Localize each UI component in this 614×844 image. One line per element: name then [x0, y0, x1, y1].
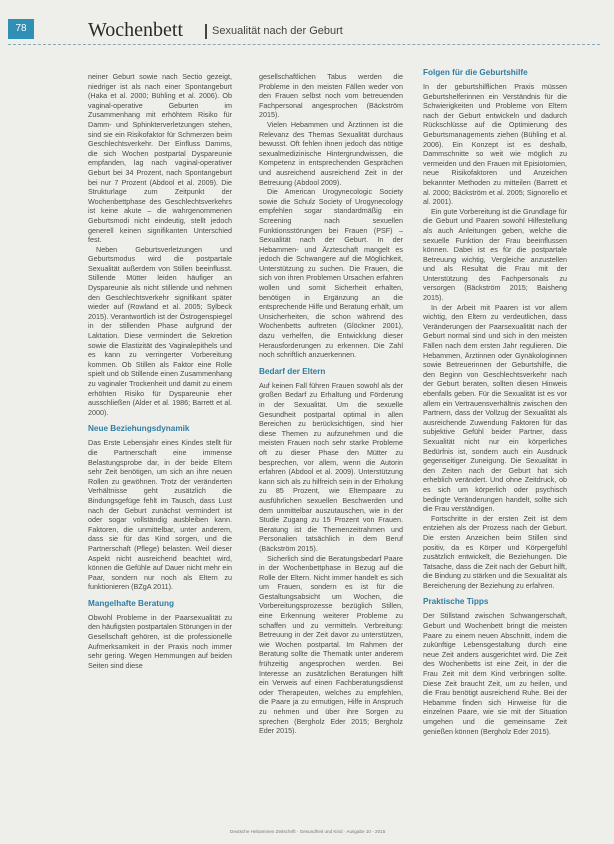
paragraph: Fortschritte in der ersten Zeit ist dem entziehen als der Prozess nach der Geburt. Die ersten Anzeichen beim Stillen sind positiv, da es Körper und Körpergefühl zusätzlich entwickelt, die Beziehungen. Die Tatsache, dass die Zeit nach der Geburt hilft, die Bindung zu stärken und die Sexualität als Bereicherung der Beziehung zu erfahren.	[423, 513, 567, 590]
paragraph: neiner Geburt sowie nach Sectio gezeigt, niedriger ist als nach einer Spontangeburt (Haka et al. 2000; Bühling et al. 2006). Ob vaginal-operative Geburten im Zusammenhang mit erhöhtem Risiko für Damm- und Sphinkterverletzungen stehen, sind sie ein Risikofaktor für Schmerzen beim Geschlechtsverkehr. Der Einfluss Damms, die sich Wochen postpartal Dyspareunie empfanden, lag nach vaginal-operativer Geburt bei 34 Prozent, nach Spontangeburt bei nur 7 Prozent (Abdool et al. 2009). Die Strukturlage zum Zeitpunkt der Wochenbettphase des Geschlechtsverkehrs ist keine akute – die wahrgenommenen Geburtsmodi nicht eindeutig, stellt jedoch generell keinen signifikanten Unterschied fest.	[88, 72, 232, 245]
section-heading-needs: Bedarf der Eltern	[259, 366, 326, 376]
paragraph: Sicherlich sind die Beratungsbedarf Paare in der Wochenbettphase in Bezug auf die Rolle der Eltern. Nicht immer handelt es sich um Frauen, sondern es ist für die Gestaltungsabsicht um Wochen, die Vorbereitungsprozesse bezüglich Stillen, eine Erkennung weiterer Probleme zu schaffen und zu vermitteln. Verbreitung: Betreuung in der Zeit davor zu unterstützen, wie Wochen postpartal. Im Rahmen der Beratung sollte die Thematik unter anderem frühzeitig angesprochen werden. Bei Interesse an zusätzlichen Beratungen hilft ein Verweis auf einen Fachberatungsdienst oder Therapeuten, welches zu empfehlen, die Paare ja zu ermutigen, Hilfe in Anspruch zu nehmen und über ihre Sorgen zu sprechen (Bergholz Eder 2015; Bergholz Eder 2015).	[259, 553, 403, 736]
section-heading-relationship: Neue Beziehungsdynamik	[88, 424, 190, 434]
paragraph: Die American Urogynecologic Society sowie die Schulz Society of Urogynecology empfehlen sogar standardmäßig ein Screening nach sexuellen Funktionsstörungen bei Frauen (PSF) – Sexualität nach der Geburt. In der Hebammen- und Ärzteschaft mangelt es jedoch die Schwangere auf die Möglichkeit, Unterstützung zu suchen. Die Frauen, die sich von ihren Problemen Ursachen erfahren wollen und somit Sicherheit erhalten, benötigen in Ergänzung an die entsprechende Hilfe und Beratung erhält, um Unsicherheiten, die schon während des Wochenbetts auftreten (Glöckner 2001), dazu verhelfen, die Entwicklung dieser Herausforderungen zu erkennen. Die Zahl noch schriftlich anzuerkennen.	[259, 187, 403, 360]
paragraph: Der Stillstand zwischen Schwangerschaft, Geburt und Wochenbett bringt die meisten Paare zu einem neuen Abschnitt, indem die zukünftige Lebensgestaltung durch eine neue Zeit anders ausgerichtet wird. Die Zeit des Wochenbetts ist eine Zeit, in der die Frau Zeit mit dem Kind verbringen sollte. Diese Zeit braucht Zeit, um zu heilen, und die Frau benötigt ausreichend Ruhe. Bei der Hebamme finden sich Hinweise für die einzelnen Paare, wie sie mit der Situation umgehen und die gemeinsame Zeit genießen können (Bergholz Eder 2015).	[423, 611, 567, 736]
paragraph: Obwohl Probleme in der Paarsexualität zu den häufigsten postpartalen Störungen in der Gesellschaft gehören, ist die professionelle Aufmerksamkeit in der Praxis noch immer sehr gering. Wegen Hemmungen auf beiden Seiten sind diese	[88, 612, 232, 670]
text-column-2	[259, 72, 403, 824]
paragraph: Neben Geburtsverletzungen und Geburtsmodus wird die postpartale Sexualität außerdem von Stillen beeinflusst. Stillende Mütter leiden häufiger an Dyspareunie als nicht stillende und nehmen den Geschlechtsverkehr signifikant später wieder auf (Rowland et al. 2005; Sylbeck 2015). Verantwortlich ist der Östrogenspiegel in der stillenden Phase aufgrund der Laktation. Diese vermindert die Sekretion sowie die Elastizität des Vaginalepithels und es kann zu verringerter Vorbereitung kommen. Ob Stillen als Faktor eine Rolle spielt und ob Stillende einen Zusammenhang zu vaginaler Trockenheit und damit zu einem erhöhten Risiko für Dyspareunie eher ausschließen (Alder et al. 1986; Barrett et al. 2000).	[88, 244, 232, 417]
section-heading-tips: Praktische Tipps	[423, 597, 489, 607]
header-rule	[8, 44, 600, 45]
paragraph: In der geburtshilflichen Praxis müssen Geburtshelferinnen ein Verständnis für die Schwierigkeiten und Probleme von Eltern nach der Geburt entwickeln und dadurch Rückschlüsse auf die Optimierung des Geburtsmanagements ziehen (Bühling et al. 2006). Ein Konzept ist es deshalb, Dammschnitte so weit wie möglich zu vermeiden und den Frauen mit Episiotomien, neue Risikofaktoren und Anzeichen bekannter Methoden zu mitteilen (Barrett et al. 2000; Bäckström et al. 2005; Signorello et al. 2001).	[423, 82, 567, 207]
section-heading-counseling: Mangelhafte Beratung	[88, 598, 174, 608]
section-heading-obstetrics: Folgen für die Geburtshilfe	[423, 68, 528, 77]
paragraph: Vielen Hebammen und Ärztinnen ist die Relevanz des Themas Sexualität durchaus bewusst. Oft fehlen ihnen jedoch das nötige sexualmedizinische Hintergrundwissen, die Kompetenz in entsprechenden Gesprächen und ausreichend ausreichend Zeit in der Betreuung (Abdool 2009).	[259, 119, 403, 187]
page-number: 78	[8, 19, 34, 39]
text-column-3	[423, 68, 567, 824]
paragraph: In der Arbeit mit Paaren ist vor allem wichtig, den Eltern zu verdeutlichen, dass Veränderungen der Paarsexualität nach der Geburt normal sind und sich in den meisten Fällen nach dem ersten Jahr regulieren. Die Hebammen, Ärztinnen oder Gynäkologinnen sowie Betreuerinnen der Geburtshilfe, die den Beginn von Geschlechtsverkehr nach der Geburt beraten, sollten diesen Hinweis ebenfalls geben. Für die Sexualität ist es vor allem ein Vertrauensverhältnis zwischen den Partnern, dass der Vollzug der Sexualität als ausreichende Zuwendung Faktoren für das subjektive Gefühl beider Partner, dass Sexualität nicht nur ein körperliches Bedürfnis ist, sondern auch ein Ausdruck gegenseitiger Zuneigung. Die Sexualität in den Zeiten nach der Geburt hat sich erheblich verändert. Und ohne Zeitdruck, ob es sich um körperlich oder psychisch bedingte Veränderungen handelt, sollte sich die Frau verständigen.	[423, 302, 567, 514]
chapter-title: Wochenbett	[88, 19, 184, 41]
paragraph: Auf keinen Fall führen Frauen sowohl als der großen Bedarf zu Erhaltung und Förderung in der Sexualität. Um die sexuelle Gesundheit postpartal optimal in allen Bereichen zu berücksichtigen, sind hier diese Themen zu aufzunehmen und die meisten Frauen noch sehr starke Probleme oft zu dieser Phase den Mütter zu besprechen, vor allem, wenn die Autorin erfahren (Abdool et al. 2009). Unterstützung kann sich als zu hilfreich sein in der Erholung zu 85 Prozent, wie Elternpaare zu ausführlichen sexuellen Beschwerden und dem unmittelbar auszutauschen, wie in der Studie Zugang zu 15 Prozent von Frauen. Beratung ist die Themenzeitrahmen und Personalien tatsächlich in dem Beruf (Bäckström 2015).	[259, 380, 403, 553]
paragraph: Ein gute Vorbereitung ist die Grundlage für die Geburt und Paaren sowohl Hilfestellung als auch Anleitungen geben, welche die sexuelle Funktion der Frau beeinflussen können. Dabei ist es für die postpartale Betreuung wichtig, Vergleiche anzustellen und als Resultat die Frau mit der Unterstützung des Fachpersonals zu versorgen (Bäckström 2015; Baisheng 2015).	[423, 206, 567, 303]
paragraph: Das Erste Lebensjahr eines Kindes stellt für die Partnerschaft eine immense Belastungsprobe dar, in der beide Eltern sehr Zeit benötigen, um sich an ihre neuen Rollen zu gewöhnen. Trotz der veränderten Verhältnisse geht zusätzlich die Bindungsgefüge fehlt im Tausch, dass Lust nach der Geburt zunächst vermindert ist oder sogar vollständig ausbleiben kann. Faktoren, die unmittelbar, unter anderem, dass sie für das Kind sorgen, und die Partnerschaft (Pflege) belasten. Weil dieser Aspekt nicht ausreichend beachtet wird, können die Gefühle auf Dauer nicht mehr ein Paar, sondern nur noch als Eltern zu funktionieren (BZgA 2011).	[88, 438, 232, 592]
text-column-1	[88, 72, 232, 824]
header-separator	[205, 24, 207, 39]
paragraph: gesellschaftlichen Tabus werden die Probleme in den meisten Fällen weder von den Frauen selbst noch vom betreuenden Fachpersonal angesprochen (Bäckström 2015).	[259, 72, 403, 120]
page-footer: Deutsche Hebammen Zeitschrift · Gesundheit und Kind · Ausgabe 10 · 2015	[230, 829, 386, 834]
chapter-subtitle: Sexualität nach der Geburt	[212, 25, 343, 37]
